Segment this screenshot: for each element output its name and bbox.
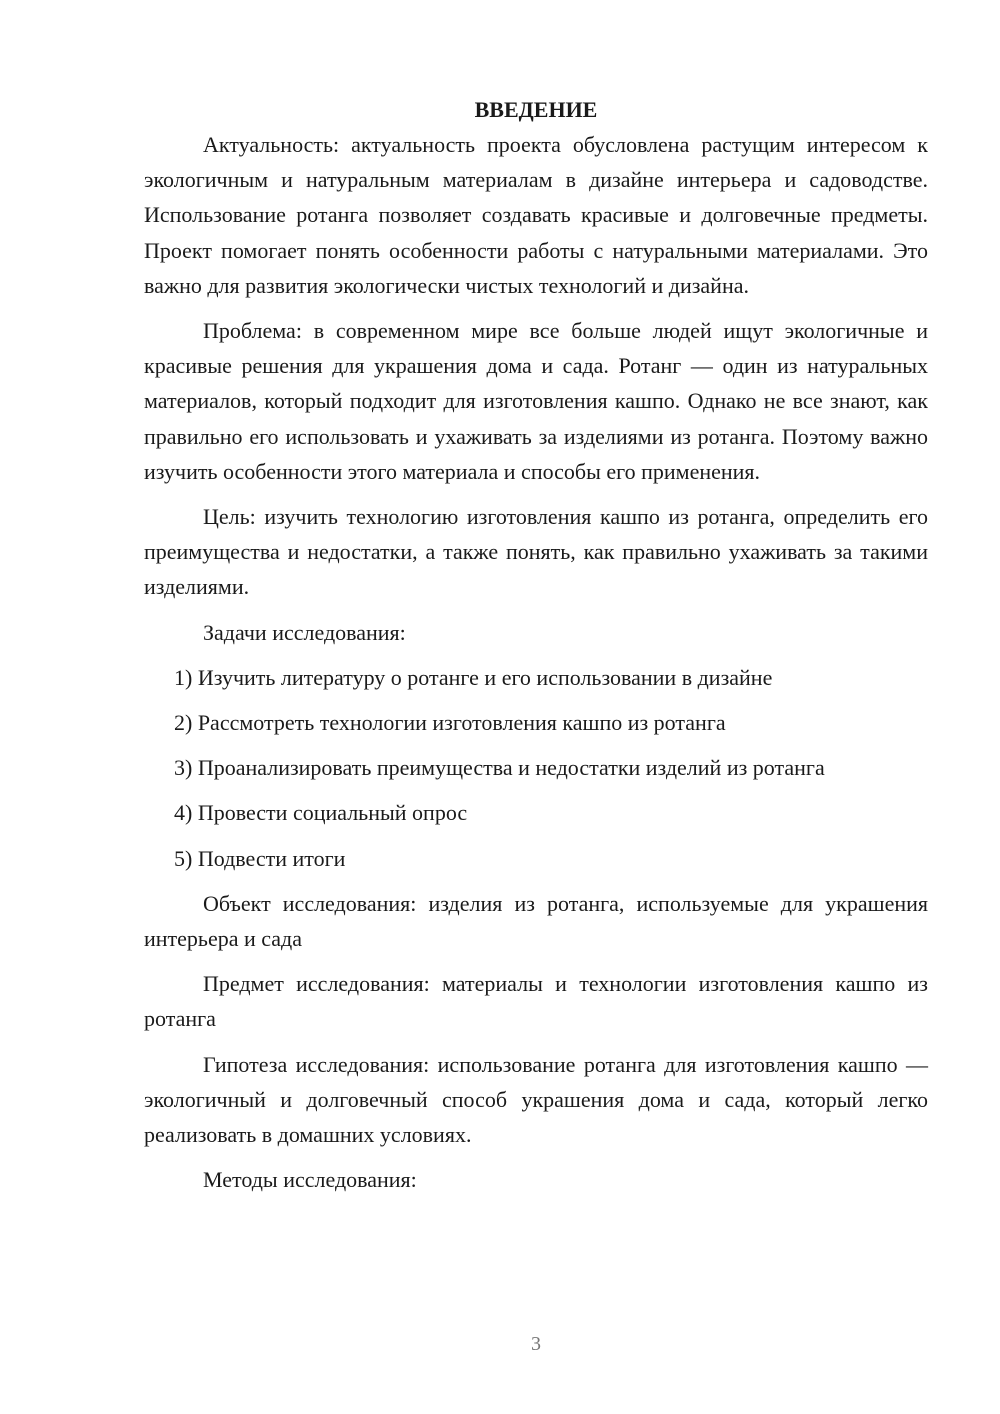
list-item: 3) Проанализировать преимущества и недостатки изделий из ротанга [174, 755, 825, 781]
list-item: 2) Рассмотреть технологии изготовления кашпо из ротанга [174, 710, 726, 736]
list-item: 4) Провести социальный опрос [174, 800, 468, 826]
subject-paragraph: Предмет исследования: материалы и технологии изготовления кашпо из ротанга [144, 971, 928, 1032]
tasks-list [144, 660, 928, 876]
document-page [144, 93, 928, 1197]
page-number: 3 [531, 1333, 541, 1355]
list-item: 5) Подвести итоги [174, 845, 346, 871]
object-paragraph: Объект исследования: изделия из ротанга, используемые для украшения интерьера и сада [144, 890, 928, 952]
hypothesis-paragraph: Гипотеза исследования: использование ротанга для изготовления кашпо — экологичный и долговечный способ украшения дома и сада, который легко реализовать в домашних условиях. [144, 1051, 928, 1148]
goal-paragraph: Цель: изучить технологию изготовления кашпо из ротанга, определить его преимущества и недостатки, а также понять, как правильно ухаживать за такими изделиями. [144, 504, 928, 600]
tasks-title: Задачи исследования: [203, 619, 406, 645]
relevance-paragraph: Актуальность: актуальность проекта обусловлена растущим интересом к экологичным и натуральным материалам в дизайне интерьера и садоводстве. Использование ротанга позволяет создавать красивые и долговечные предметы. Проект помогает понять особенности работы с натуральными материалами. Это важно для развития экологически чистых технологий и дизайна. [144, 132, 928, 298]
methods-title: Методы исследования: [203, 1167, 417, 1193]
list-item: 1) Изучить литературу о ротанге и его использовании в дизайне [174, 664, 773, 690]
problem-paragraph: Проблема: в современном мире все больше людей ищут экологичные и красивые решения для украшения дома и сада. Ротанг — один из натуральных материалов, который подходит для изготовления кашпо. Однако не все знают, как правильно его использовать и ухаживать за изделиями из ротанга. Поэтому важно изучить особенности этого материала и способы его применения. [144, 318, 928, 484]
section-heading: ВВЕДЕНИЕ [474, 97, 598, 122]
